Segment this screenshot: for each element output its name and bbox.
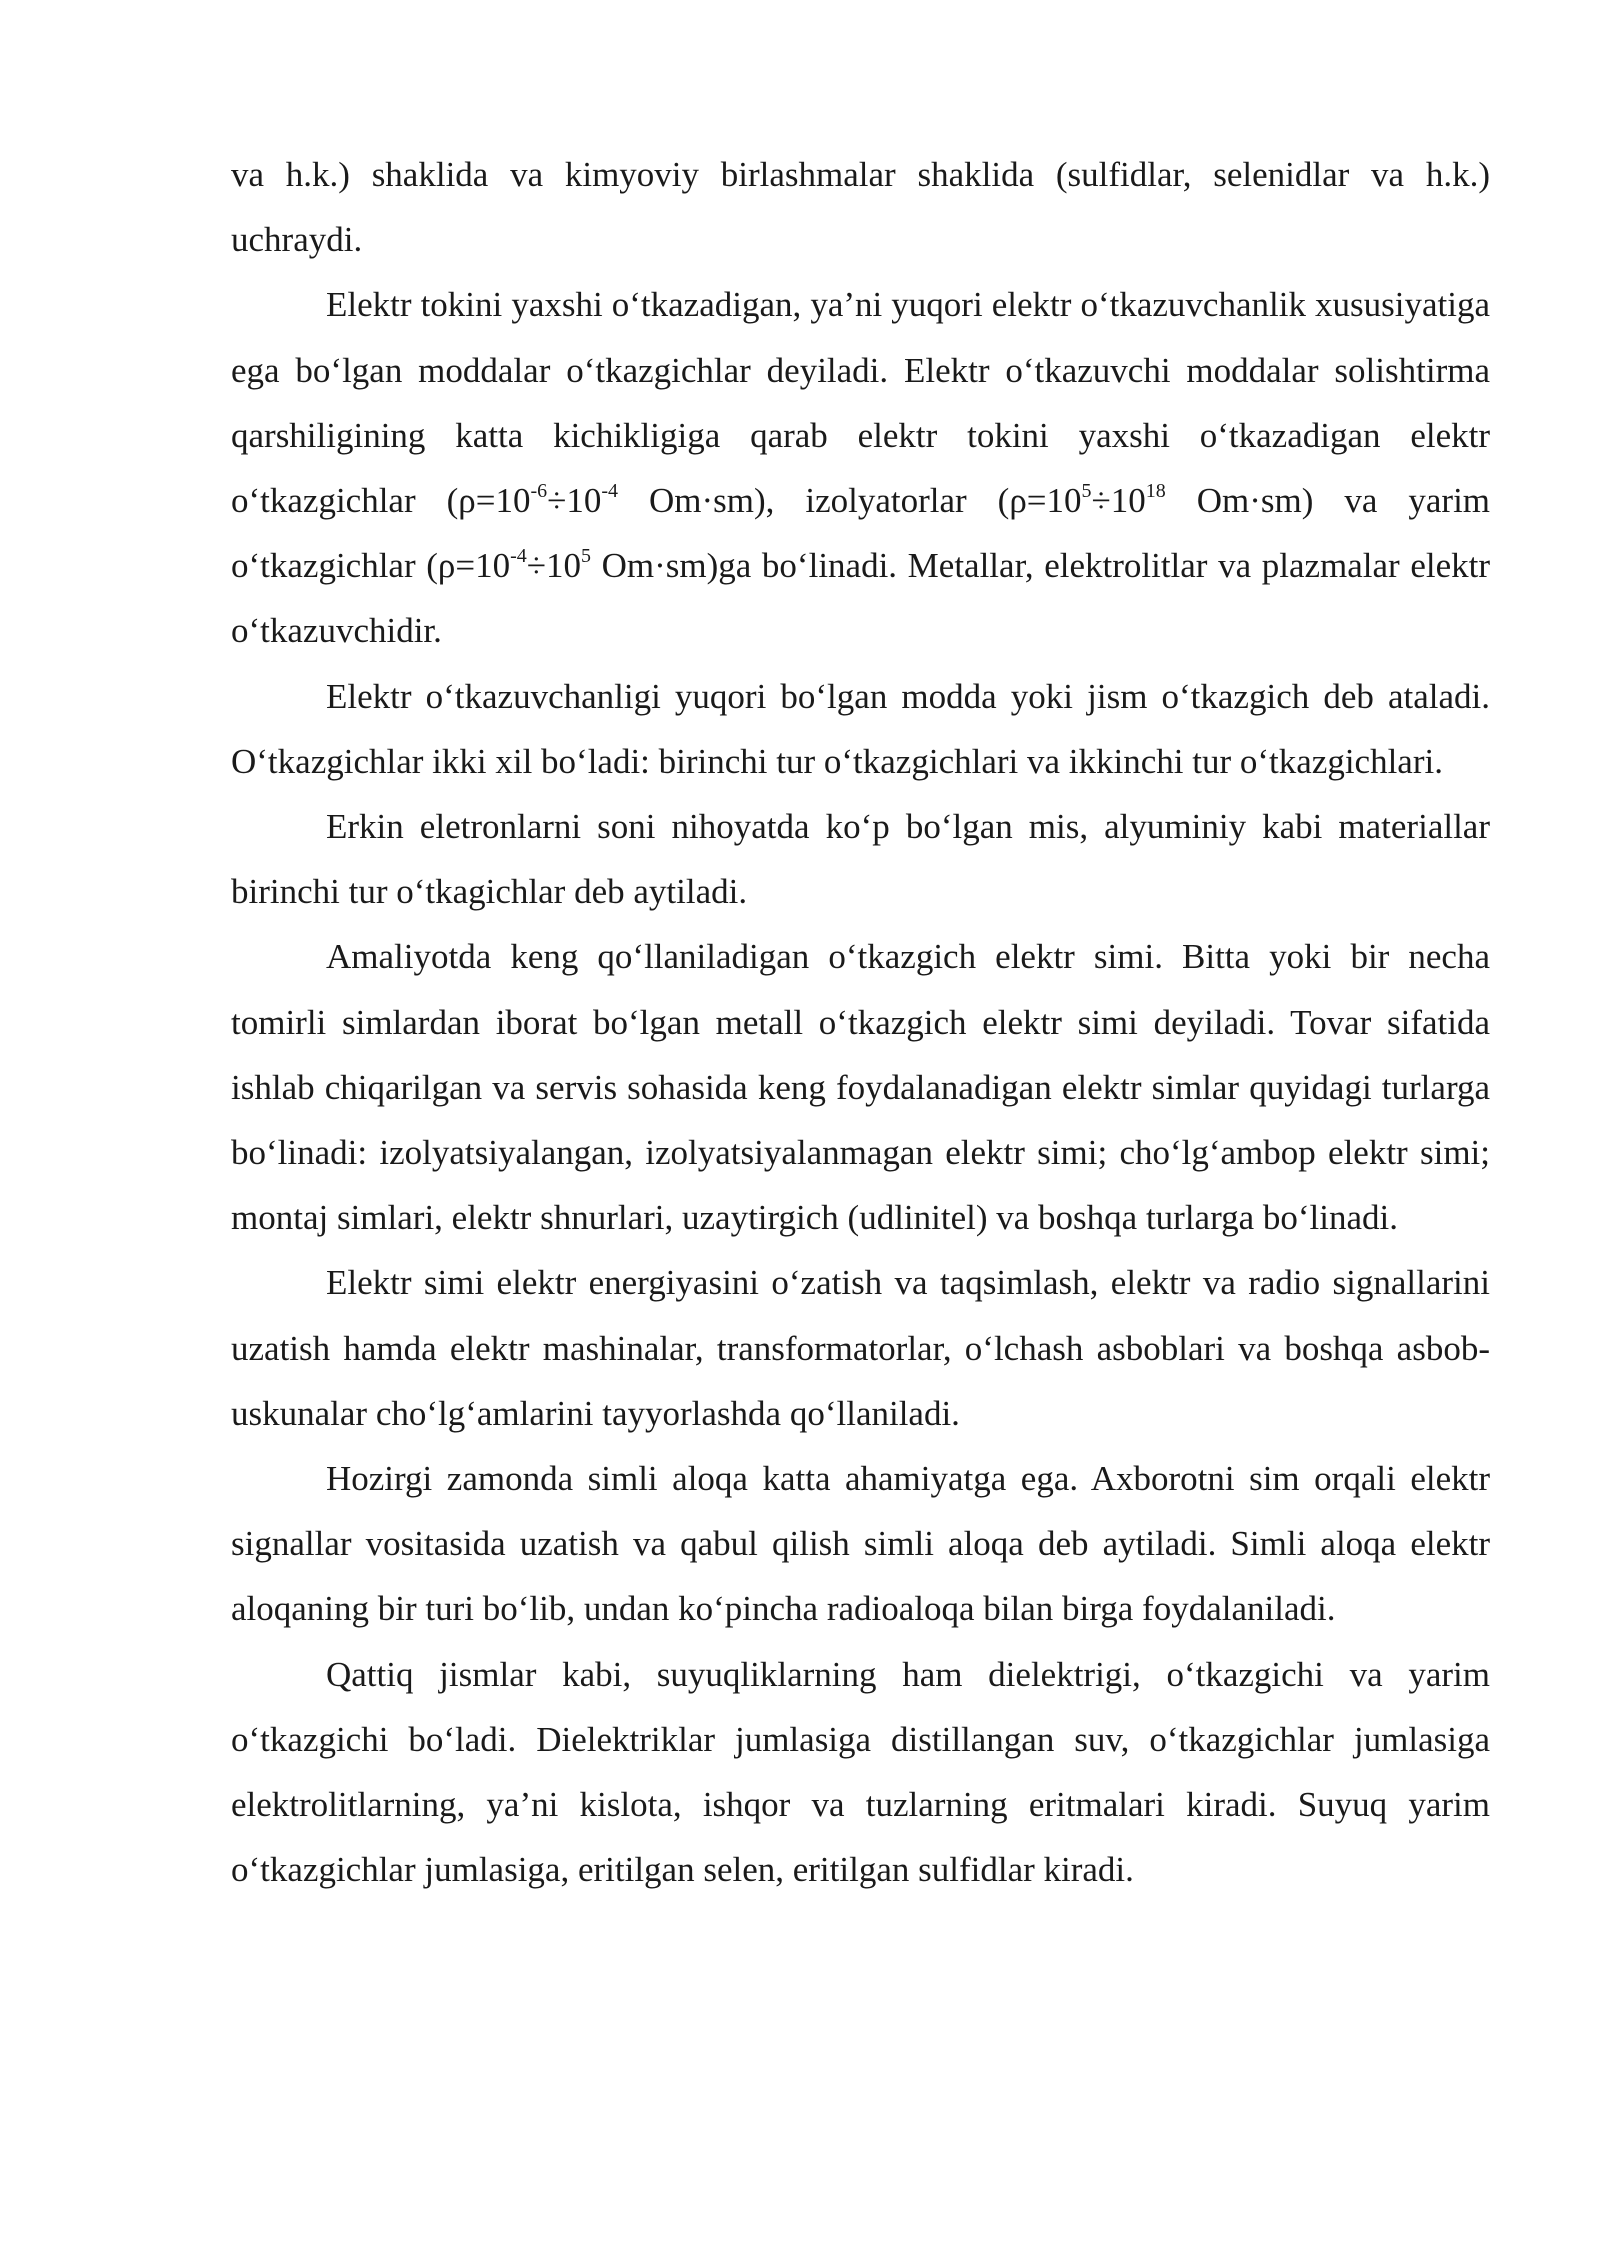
paragraph-text: ÷10 [526, 546, 581, 586]
paragraph-conductor-definition: Elektr o‘tkazuvchanligi yuqori bo‘lgan modda yoki jism o‘tkazgich deb ataladi. O‘tkazgichlar ikki xil bo‘ladi: birinchi tur o‘tkazgichlari va ikkinchi tur o‘tkazgichlari. [231, 676, 1490, 781]
document-page [231, 142, 1490, 1902]
paragraph-text: Om·sm)ga bo‘linadi. Metallar, elektrolitlar va plazmalar elektr o‘tkazuvchidir. [231, 546, 1490, 651]
paragraph-wire-usage: Elektr simi elektr energiyasini o‘zatish va taqsimlash, elektr va radio signallarini uzatish hamda elektr mashinalar, transformatorlar, o‘lchash asboblari va boshqa asbob-uskunalar cho‘lg‘amlarini tayyorlashda qo‘llaniladi. [231, 1263, 1490, 1433]
paragraph-wired-communication: Hozirgi zamonda simli aloqa katta ahamiyatga ega. Axborotni sim orqali elektr signallar vositasida uzatish va qabul qilish simli aloqa deb aytiladi. Simli aloqa elektr aloqaning bir turi bo‘lib, undan ko‘pincha radioaloqa bilan birga foydalaniladi. [231, 1459, 1490, 1629]
paragraph-continuation: va h.k.) shaklida va kimyoviy birlashmalar shaklida (sulfidlar, selenidlar va h.k.) uchraydi. [231, 155, 1490, 260]
paragraph-electric-wire: Amaliyotda keng qo‘llaniladigan o‘tkazgich elektr simi. Bitta yoki bir necha tomirli simlardan iborat bo‘lgan metall o‘tkazgich elektr simi deyiladi. Tovar sifatida ishlab chiqarilgan va servis sohasida keng foydalanadigan elektr simlar quyidagi turlarga bo‘linadi: izolyatsiyalangan, izolyatsiyalanmagan elektr simi; cho‘lg‘ambop elektr simi; montaj simlari, elektr shnurlari, uzaytirgich (udlinitel) va boshqa turlarga bo‘linadi. [231, 937, 1490, 1238]
paragraph-first-type: Erkin eletronlarni soni nihoyatda ko‘p bo‘lgan mis, alyuminiy kabi materiallar birinchi tur o‘tkagichlar deb aytiladi. [231, 807, 1490, 912]
paragraph-text: Om·sm) va yarim o‘tkazgichlar (ρ=10 [231, 481, 1491, 586]
paragraph-conductivity [231, 272, 1490, 663]
paragraph-text: Om·sm), izolyatorlar (ρ=10 [618, 481, 1082, 521]
exponent: 5 [581, 545, 591, 568]
paragraph-text: ÷10 [547, 481, 602, 521]
exponent: 18 [1145, 480, 1166, 503]
exponent: -6 [530, 480, 548, 503]
exponent: -4 [601, 480, 619, 503]
paragraph-liquids: Qattiq jismlar kabi, suyuqliklarning ham dielektrigi, o‘tkazgichi va yarim o‘tkazgichi bo‘ladi. Dielektriklar jumlasiga distillangan suv, o‘tkazgichlar jumlasiga elektrolitlarning, ya’ni kislota, ishqor va tuzlarning eritmalari kiradi. Suyuq yarim o‘tkazgichlar jumlasiga, eritilgan selen, eritilgan sulfidlar kiradi. [231, 1654, 1490, 1890]
paragraph-text: ÷10 [1091, 481, 1146, 521]
exponent: -4 [510, 545, 527, 568]
exponent: 5 [1081, 480, 1092, 503]
paragraph-text: Elektr tokini yaxshi o‘tkazadigan, ya’ni yuqori elektr o‘tkazuvchanlik xususiyatiga ega bo‘lgan moddalar o‘tkazgichlar deyiladi. Elektr o‘tkazuvchi moddalar solishtirma qarshiligining katta kichikligiga qarab elektr tokini yaxshi o‘tkazadigan elektr o‘tkazgichlar (ρ=10 [231, 285, 1490, 521]
